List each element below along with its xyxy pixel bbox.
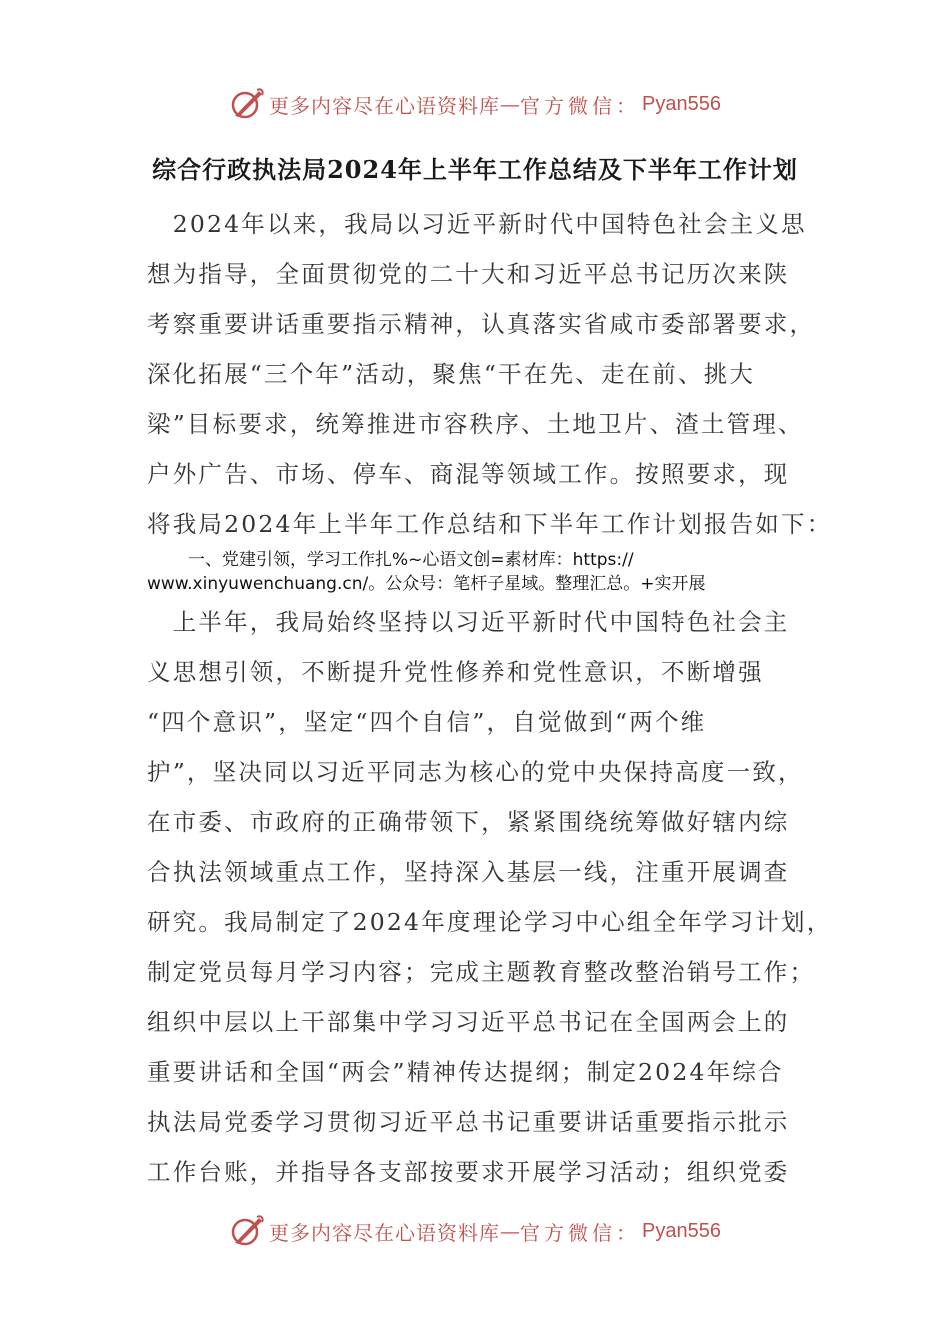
section-heading-continued: www.xinyuwenchuang.cn/。公众号：笔杆子星域。整理汇总。+实开展 (147, 574, 706, 594)
banner-wechat-id: Pyan556 (642, 1219, 721, 1242)
intro-line: 将我局2024年上半年工作总结和下半年工作计划报告如下： (147, 510, 833, 538)
section-line: 上半年，我局始终坚持以习近平新时代中国特色社会主 (147, 608, 790, 636)
footer-banner (0, 1211, 950, 1251)
intro-line: 考察重要讲话重要指示精神，认真落实省咸市委部署要求， (147, 310, 816, 338)
intro-line: 梁”目标要求，统筹推进市容秩序、土地卫片、渣土管理、 (147, 410, 804, 438)
section-line: 在市委、市政府的正确带领下，紧紧围绕统筹做好辖内综 (147, 808, 790, 836)
section-line: 义思想引领，不断提升党性修养和党性意识，不断增强 (147, 658, 764, 686)
document-title: 综合行政执法局2024年上半年工作总结及下半年工作计划 (152, 155, 798, 184)
banner-dash: — (500, 92, 521, 116)
banner-official-label: 官方微信： (520, 1220, 641, 1245)
section-line: 合执法领域重点工作，坚持深入基层一线，注重开展调查 (147, 858, 790, 886)
section-line: 执法局党委学习贯彻习近平总书记重要讲话重要指示批示 (147, 1108, 790, 1136)
intro-line: 深化拓展“三个年”活动，聚焦“干在先、走在前、挑大 (147, 360, 756, 388)
banner-wechat-id: Pyan556 (642, 92, 721, 115)
section-line: 组织中层以上干部集中学习习近平总书记在全国两会上的 (147, 1008, 790, 1036)
intro-line: 户外广告、市场、停车、商混等领域工作。按照要求，现 (147, 460, 790, 488)
header-banner (0, 84, 950, 124)
banner-official-label: 官方微信： (520, 93, 641, 118)
intro-line: 想为指导，全面贯彻党的二十大和习近平总书记历次来陕 (147, 260, 790, 288)
banner-text: 更多内容尽在心语资料库 (269, 93, 501, 118)
banner-text: 更多内容尽在心语资料库 (269, 1220, 501, 1245)
quill-pen-logo-icon (229, 1213, 265, 1249)
banner-dash: — (500, 1219, 521, 1243)
section-line: 工作台账，并指导各支部按要求开展学习活动；组织党委 (147, 1158, 790, 1186)
section-line: 护”，坚决同以习近平同志为核心的党中央保持高度一致， (147, 758, 804, 786)
section-line: “四个意识”，坚定“四个自信”，自觉做到“两个维 (147, 708, 707, 736)
intro-line: 2024年以来，我局以习近平新时代中国特色社会主义思 (147, 210, 807, 238)
section-line: 制定党员每月学习内容；完成主题教育整改整治销号工作； (147, 958, 816, 986)
section-line: 研究。我局制定了2024年度理论学习中心组全年学习计划， (147, 908, 833, 936)
quill-pen-logo-icon (229, 86, 265, 122)
section-heading: 一、党建引领，学习工作扎%~心语文创=素材库：https:// (188, 550, 634, 570)
section-line: 重要讲话和全国“两会”精神传达提纲；制定2024年综合 (147, 1058, 784, 1086)
